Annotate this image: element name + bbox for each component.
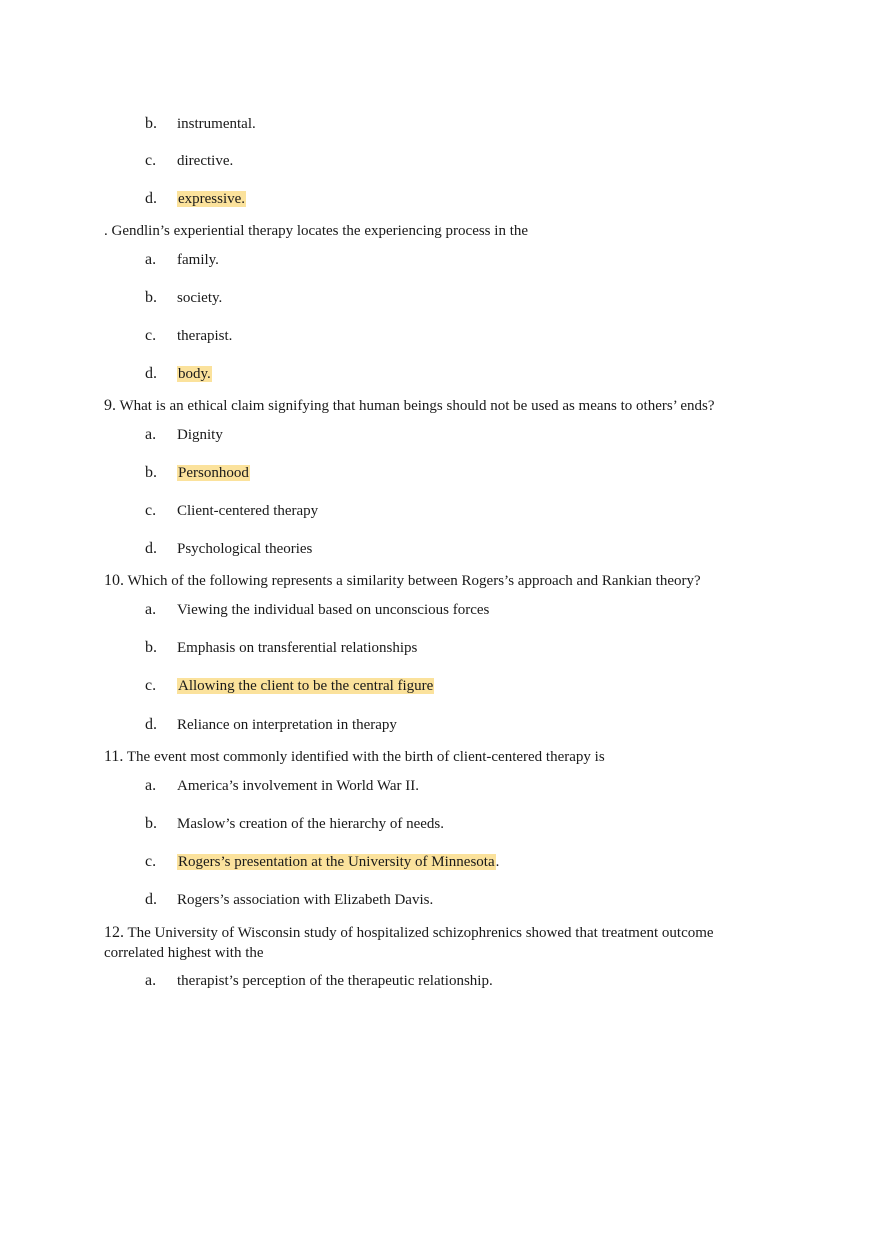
option-letter: c.	[145, 853, 157, 870]
option-text: Viewing the individual based on unconscious forces	[177, 602, 490, 618]
option-letter: b.	[145, 639, 157, 656]
option-letter: a.	[145, 601, 157, 618]
option-suffix: .	[495, 854, 500, 870]
option-text: therapist.	[177, 328, 233, 344]
highlighted-answer: body.	[178, 366, 211, 382]
option-letter: d.	[145, 716, 157, 733]
q8-stem	[104, 221, 764, 241]
option-text: society.	[177, 290, 223, 306]
option-text: family.	[177, 252, 219, 268]
q11-stem	[104, 747, 764, 767]
option-text: America’s involvement in World War II.	[177, 778, 419, 794]
option-text: Dignity	[177, 427, 223, 443]
q10-stem	[104, 571, 764, 591]
option-text: Reliance on interpretation in therapy	[177, 717, 397, 733]
option-letter: a.	[145, 972, 157, 989]
option-letter: b.	[145, 464, 157, 481]
option-letter: d.	[145, 190, 157, 207]
question-text: The event most commonly identified with the birth of client-centered therapy is	[126, 749, 605, 765]
option-text: therapist’s perception of the therapeutic relationship.	[177, 973, 493, 989]
highlighted-answer: Allowing the client to be the central figure	[178, 678, 434, 694]
option-letter: b.	[145, 115, 157, 132]
question-text: Which of the following represents a similarity between Rogers’s approach and Rankian theory?	[127, 573, 701, 589]
option-text: Client-centered therapy	[177, 503, 319, 519]
question-number: 9.	[104, 397, 116, 414]
q12-stem	[104, 923, 754, 963]
highlighted-answer: expressive.	[178, 191, 246, 207]
option-letter: c.	[145, 677, 157, 694]
highlighted-answer: Rogers’s presentation at the University of Minnesota	[178, 854, 495, 870]
question-text: The University of Wisconsin study of hospitalized schizophrenics showed that treatment outcome correlated highest with the	[104, 925, 714, 961]
highlighted-answer: Personhood	[178, 465, 249, 481]
question-number: 10.	[104, 572, 124, 589]
option-letter: b.	[145, 815, 157, 832]
option-letter: c.	[145, 152, 157, 169]
option-text: Psychological theories	[177, 541, 313, 557]
option-letter: c.	[145, 327, 157, 344]
option-letter: d.	[145, 540, 157, 557]
question-text: What is an ethical claim signifying that human beings should not be used as means to others’ ends?	[119, 398, 715, 414]
question-number: 12.	[104, 924, 124, 941]
option-text: Emphasis on transferential relationships	[177, 640, 418, 656]
question-text: . Gendlin’s experiential therapy locates the experiencing process in the	[104, 223, 529, 239]
option-letter: a.	[145, 426, 157, 443]
question-number: 11.	[104, 748, 124, 765]
option-letter: b.	[145, 289, 157, 306]
option-letter: a.	[145, 251, 157, 268]
option-letter: d.	[145, 891, 157, 908]
q9-stem	[104, 396, 764, 416]
option-text: directive.	[177, 153, 234, 169]
option-text: Maslow’s creation of the hierarchy of needs.	[177, 816, 444, 832]
option-text: Rogers’s association with Elizabeth Davis.	[177, 892, 434, 908]
option-text: instrumental.	[177, 116, 256, 132]
option-letter: c.	[145, 502, 157, 519]
option-letter: a.	[145, 777, 157, 794]
option-letter: d.	[145, 365, 157, 382]
